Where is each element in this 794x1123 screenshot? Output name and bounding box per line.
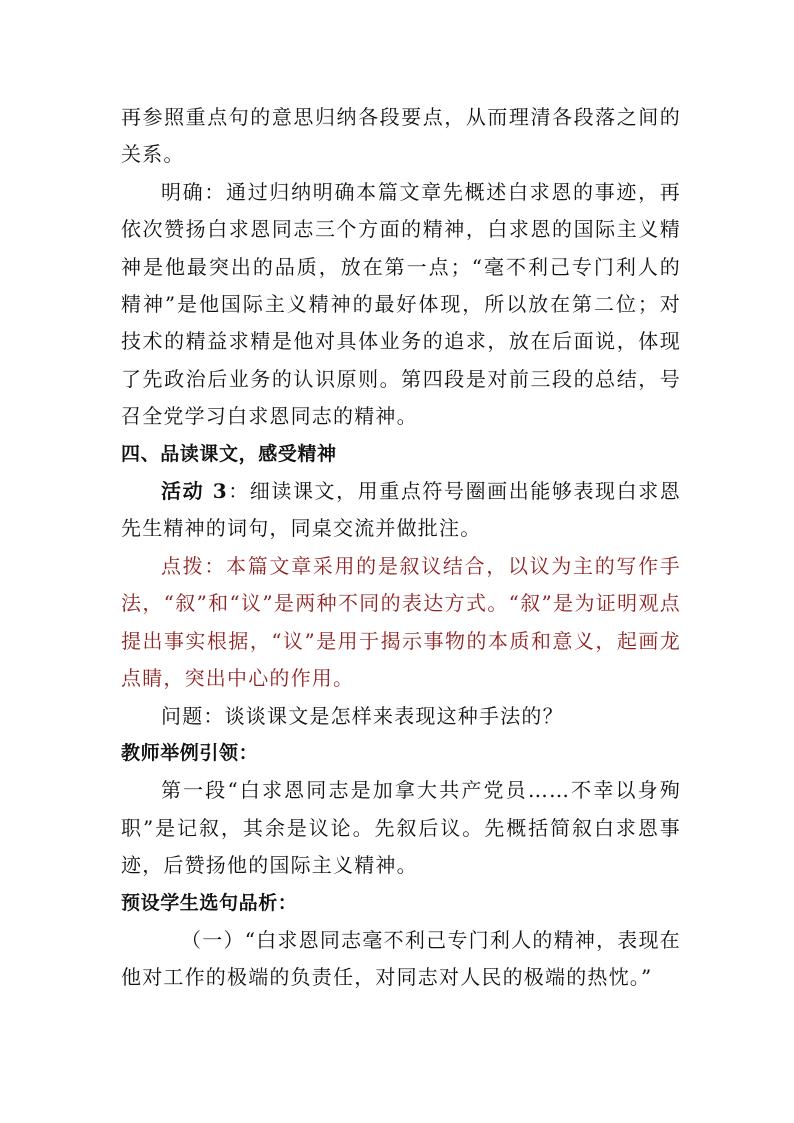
activity-text: ：细读课文，用重点符号圈画出能够表现白求恩先生精神的词句，同桌交流并做批注。 — [121, 479, 681, 541]
student-analysis-heading: 预设学生选句品析： — [121, 891, 298, 914]
teacher-example-heading: 教师举例引领： — [121, 741, 259, 764]
paragraph-clarification: 明确：通过归纳明确本篇文章先概述白求恩的事迹，再依次赞扬白求恩同志三个方面的精神，白求恩的国际主义精神是他最突出的品质，放在第一点；“毫不利己专门利人的精神”是他国际主义精神的最好体现，所以放在第二位；对技术的精益求精是他对具体业务的追求，放在后面说，体现了先政治后业务的认识原则。第四段是对前三段的总结，号召全党学习白求恩同志的精神。 — [121, 179, 681, 429]
paragraph-teacher-example: 第一段“白求恩同志是加拿大共产党员……不幸以身殉职”是记叙，其余是议论。先叙后议。先概括简叙白求恩事迹，后赞扬他的国际主义精神。 — [121, 778, 681, 878]
activity-label: 活动 3 — [161, 479, 228, 504]
paragraph-quote-one: （一）“白求恩同志毫不利己专门利人的精神，表现在他对工作的极端的负责任，对同志对人民的极端的热忱。” — [121, 927, 681, 990]
paragraph-summary-continuation: 再参照重点句的意思归纳各段要点，从而理清各段落之间的关系。 — [121, 105, 681, 167]
paragraph-question: 问题：谈谈课文是怎样来表现这种手法的？ — [161, 703, 564, 728]
paragraph-activity-3 — [121, 473, 681, 548]
section-heading-four: 四、品读课文，感受精神 — [121, 442, 337, 465]
paragraph-tip: 点拨：本篇文章采用的是叙议结合，以议为主的写作手法，“叙”和“议”是两种不同的表达方式。“叙”是为证明观点提出事实根据，“议”是用于揭示事物的本质和意义，起画龙点睛，突出中心的作用。 — [121, 553, 681, 691]
document-body — [121, 99, 681, 997]
